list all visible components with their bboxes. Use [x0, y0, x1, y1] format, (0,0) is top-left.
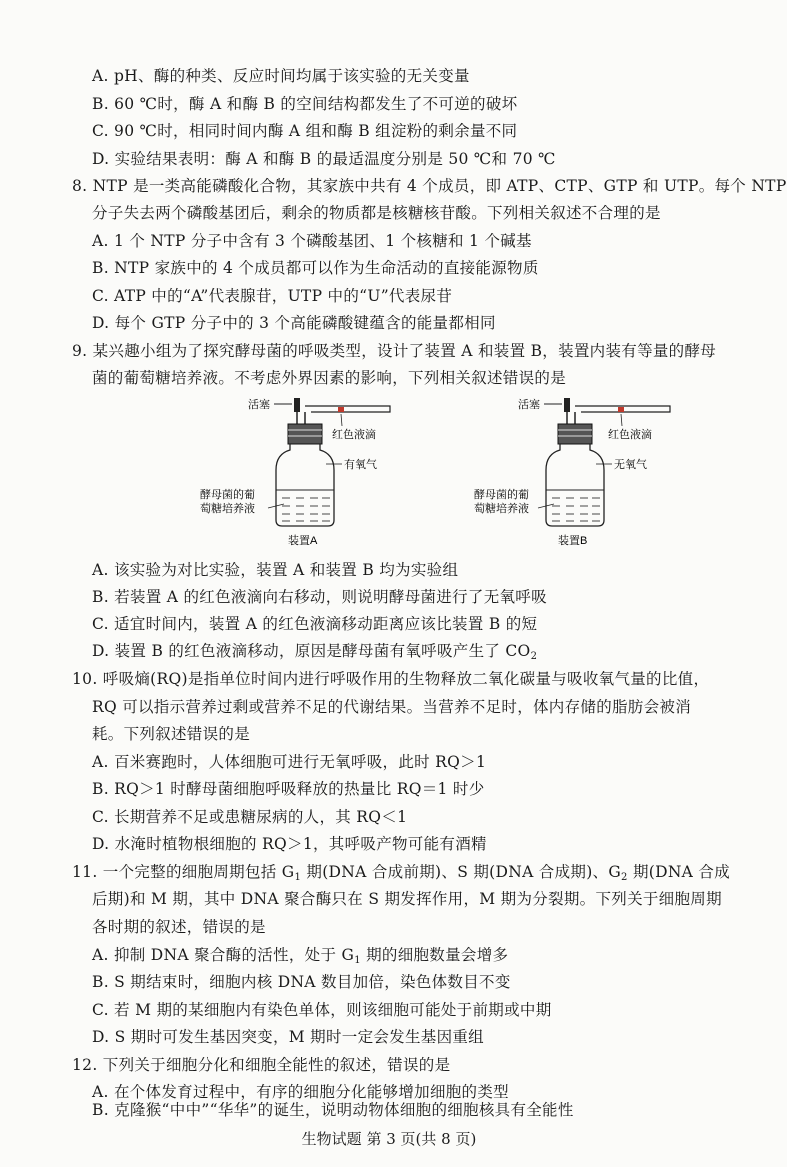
- page-footer: 生物试题 第 3 页(共 8 页): [301, 1130, 477, 1148]
- device-a-valve-label: 活塞: [248, 399, 270, 411]
- q11-option-c: C. 若 M 期的某细胞内有染色单体，则该细胞可能处于前期或中期: [92, 1001, 552, 1019]
- g1-subscript: 1: [354, 955, 361, 966]
- q11-option-b: B. S 期结束时，细胞内核 DNA 数目加倍，染色体数目不变: [92, 973, 511, 991]
- device-a-culture-label-1: 酵母菌的葡: [200, 489, 255, 501]
- device-b-culture-label-2: 萄糖培养液: [474, 503, 529, 515]
- q8-option-d: D. 每个 GTP 分子中的 3 个高能磷酸键蕴含的能量都相同: [92, 314, 496, 332]
- q11-stem-line2: 后期)和 M 期，其中 DNA 聚合酶只在 S 期发挥作用，M 期为分裂期。下列关于细胞周期: [92, 890, 722, 908]
- q8-option-c: C. ATP 中的“A”代表腺苷，UTP 中的“U”代表尿苷: [92, 287, 453, 305]
- q9-option-a: A. 该实验为对比实验，装置 A 和装置 B 均为实验组: [92, 561, 459, 579]
- device-a: [200, 397, 390, 547]
- q9-option-c: C. 适宜时间内，装置 A 的红色液滴移动距离应该比装置 B 的短: [92, 615, 538, 633]
- device-b: [474, 397, 670, 547]
- device-b-valve-label: 活塞: [518, 399, 540, 411]
- q12-stem: 12. 下列关于细胞分化和细胞全能性的叙述，错误的是: [72, 1056, 451, 1074]
- q11-stem-line3: 各时期的叙述，错误的是: [92, 918, 266, 936]
- q8-stem-line1: 8. NTP 是一类高能磷酸化合物，其家族中共有 4 个成员，即 ATP、CTP、GTP 和 UTP。每个 NTP: [72, 177, 787, 195]
- q10-option-b: B. RQ＞1 时酵母菌细胞呼吸释放的热量比 RQ＝1 时少: [92, 780, 485, 798]
- q9-option-b: B. 若装置 A 的红色液滴向右移动，则说明酵母菌进行了无氧呼吸: [92, 588, 547, 606]
- device-a-red-drop: [338, 407, 344, 412]
- device-b-gas-label: 无氧气: [614, 459, 647, 471]
- q10-option-c: C. 长期营养不足或患糖尿病的人，其 RQ＜1: [92, 808, 408, 826]
- co2-subscript: 2: [530, 651, 538, 662]
- q9-option-d: D. 装置 B 的红色液滴移动，原因是酵母菌有氧呼吸产生了 $CO_2$: [92, 642, 538, 662]
- q11-stem-line1: 11. 一个完整的细胞周期包括 $G_1$ 期(DNA 合成前期)、S 期(DNA 合成期)、$G_2$ 期(DNA 合成: [72, 863, 731, 883]
- device-a-culture-label-2: 萄糖培养液: [200, 503, 255, 515]
- q11-option-d: D. S 期时可发生基因突变，M 期时一定会发生基因重组: [92, 1028, 484, 1046]
- q10-option-d: D. 水淹时植物根细胞的 RQ＞1，其呼吸产物可能有酒精: [92, 835, 487, 853]
- q9-stem-line1: 9. 某兴趣小组为了探究酵母菌的呼吸类型，设计了装置 A 和装置 B，装置内装有等量的酵母: [72, 342, 717, 360]
- q7-option-c: C. 90 ℃时，相同时间内酶 A 组和酶 B 组淀粉的剩余量不同: [92, 122, 518, 140]
- yeast-apparatus-figure: [200, 392, 700, 552]
- q8-stem-line2: 分子失去两个磷酸基团后，剩余的物质都是核糖核苷酸。下列相关叙述不合理的是: [92, 204, 661, 222]
- device-a-drop-label: 红色液滴: [332, 429, 376, 441]
- q10-stem-line3: 耗。下列叙述错误的是: [92, 725, 251, 743]
- q8-option-b: B. NTP 家族中的 4 个成员都可以作为生命活动的直接能源物质: [92, 259, 539, 277]
- q8-option-a: A. 1 个 NTP 分子中含有 3 个磷酸基团、1 个核糖和 1 个碱基: [92, 232, 532, 250]
- q7-option-a: A. pH、酶的种类、反应时间均属于该实验的无关变量: [92, 67, 470, 85]
- q10-option-a: A. 百米赛跑时，人体细胞可进行无氧呼吸，此时 RQ＞1: [92, 753, 487, 771]
- device-a-caption: 装置A: [288, 535, 318, 547]
- device-b-caption: 装置B: [558, 535, 588, 547]
- g1-subscript: 1: [294, 872, 302, 883]
- device-a-gas-label: 有氧气: [344, 459, 377, 471]
- q10-stem-line1: 10. 呼吸熵(RQ)是指单位时间内进行呼吸作用的生物释放二氧化碳量与吸收氧气量的比值，: [72, 670, 710, 688]
- device-b-red-drop: [618, 407, 624, 412]
- device-b-drop-label: 红色液滴: [608, 429, 652, 441]
- device-b-culture-label-1: 酵母菌的葡: [474, 489, 529, 501]
- g2-subscript: 2: [621, 872, 628, 883]
- q7-option-d: D. 实验结果表明：酶 A 和酶 B 的最适温度分别是 50 ℃和 70 ℃: [92, 150, 556, 168]
- q7-option-b: B. 60 ℃时，酶 A 和酶 B 的空间结构都发生了不可逆的破坏: [92, 95, 518, 113]
- q10-stem-line2: RQ 可以指示营养过剩或营养不足的代谢结果。当营养不足时，体内存储的脂肪会被消: [92, 698, 692, 716]
- q11-option-a: A. 抑制 DNA 聚合酶的活性，处于 $G_1$ 期的细胞数量会增多: [92, 946, 509, 966]
- q12-option-a: A. 在个体发育过程中，有序的细胞分化能够增加细胞的类型: [92, 1083, 509, 1101]
- q12-option-b: B. 克隆猴“中中”“华华”的诞生，说明动物体细胞的细胞核具有全能性: [92, 1101, 574, 1119]
- q9-stem-line2: 菌的葡萄糖培养液。不考虑外界因素的影响，下列相关叙述错误的是: [92, 369, 567, 387]
